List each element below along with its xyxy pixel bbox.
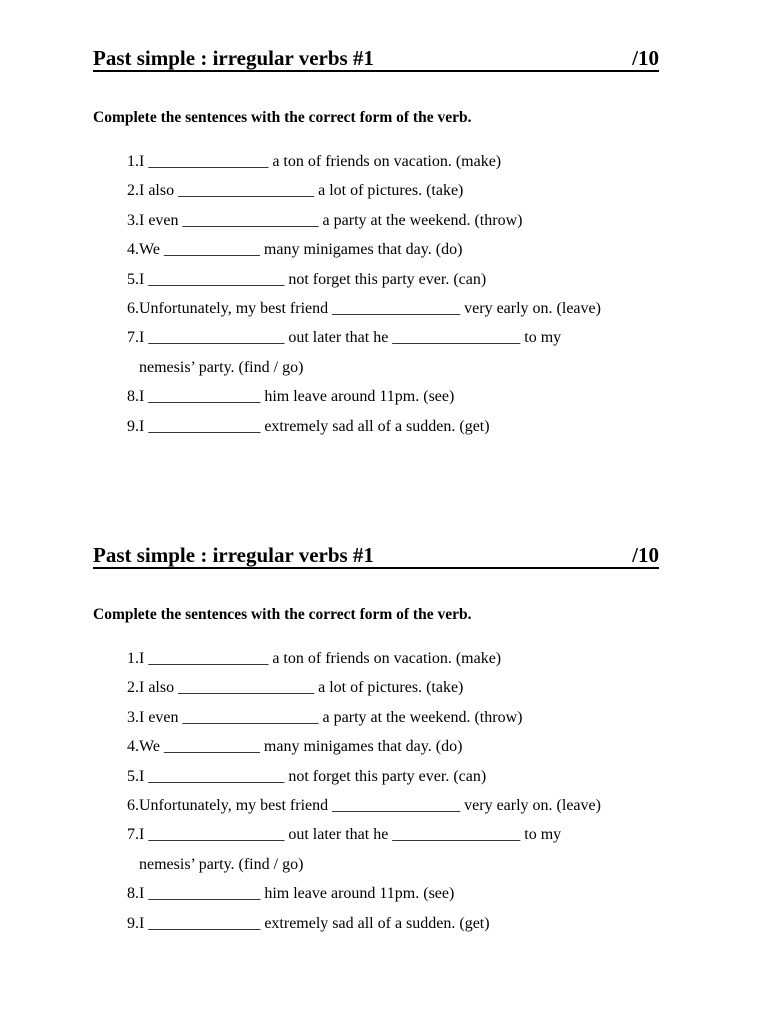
worksheet-2 bbox=[93, 540, 659, 938]
exercise-item bbox=[93, 382, 659, 411]
item-number: 9. bbox=[127, 914, 139, 932]
item-sentence: We ____________ many minigames that day. (do) bbox=[139, 738, 463, 756]
item-sentence: I even _________________ a party at the weekend. (throw) bbox=[139, 211, 523, 229]
exercise-item bbox=[93, 323, 659, 352]
item-sentence: I also _________________ a lot of pictures. (take) bbox=[139, 679, 464, 697]
item-number: 4. bbox=[127, 241, 139, 259]
item-number: 8. bbox=[127, 388, 139, 406]
item-sentence: I _________________ not forget this party ever. (can) bbox=[139, 767, 487, 785]
item-number: 8. bbox=[127, 885, 139, 903]
worksheet-1 bbox=[93, 43, 659, 441]
exercise-item bbox=[93, 820, 659, 849]
exercise-item bbox=[93, 791, 659, 820]
item-number: 1. bbox=[127, 650, 139, 667]
item-number: 7. bbox=[127, 329, 139, 347]
exercise-item bbox=[93, 879, 659, 908]
exercise-item bbox=[93, 909, 659, 938]
exercise-item-continuation bbox=[93, 850, 659, 879]
exercise-list bbox=[93, 147, 659, 441]
item-number: 7. bbox=[127, 826, 139, 844]
exercise-item bbox=[93, 412, 659, 441]
item-number: 2. bbox=[127, 182, 139, 200]
exercise-item bbox=[93, 644, 659, 673]
item-sentence: I _________________ out later that he ________________ to my bbox=[139, 329, 562, 347]
item-sentence: Unfortunately, my best friend ________________ very early on. (leave) bbox=[139, 797, 601, 815]
exercise-item bbox=[93, 235, 659, 264]
exercise-item bbox=[93, 147, 659, 176]
item-number: 3. bbox=[127, 708, 139, 726]
item-sentence-continuation: nemesis’ party. (find / go) bbox=[139, 358, 304, 376]
exercise-list bbox=[93, 644, 659, 938]
instruction-text: Complete the sentences with the correct form of the verb. bbox=[93, 606, 472, 623]
worksheet-title: Past simple : irregular verbs #1 bbox=[93, 543, 374, 567]
exercise-item bbox=[93, 703, 659, 732]
item-number: 6. bbox=[127, 300, 139, 318]
item-number: 2. bbox=[127, 679, 139, 697]
worksheet-title: Past simple : irregular verbs #1 bbox=[93, 46, 374, 70]
item-number: 9. bbox=[127, 417, 139, 435]
item-number: 1. bbox=[127, 153, 139, 170]
item-sentence: I _______________ a ton of friends on vacation. (make) bbox=[139, 153, 502, 170]
item-number: 5. bbox=[127, 767, 139, 785]
item-number: 6. bbox=[127, 797, 139, 815]
item-sentence: I even _________________ a party at the weekend. (throw) bbox=[139, 708, 523, 726]
worksheet-title-row bbox=[93, 540, 659, 569]
item-sentence: Unfortunately, my best friend ________________ very early on. (leave) bbox=[139, 300, 601, 318]
score-label: /10 bbox=[632, 46, 659, 70]
item-number: 5. bbox=[127, 270, 139, 288]
instruction-text: Complete the sentences with the correct form of the verb. bbox=[93, 109, 472, 126]
item-number: 3. bbox=[127, 211, 139, 229]
item-sentence: I ______________ him leave around 11pm. (see) bbox=[139, 885, 455, 903]
exercise-item bbox=[93, 762, 659, 791]
item-sentence: I ______________ extremely sad all of a sudden. (get) bbox=[139, 914, 490, 932]
item-sentence: I _______________ a ton of friends on vacation. (make) bbox=[139, 650, 502, 667]
exercise-item bbox=[93, 673, 659, 702]
item-number: 4. bbox=[127, 738, 139, 756]
exercise-item bbox=[93, 265, 659, 294]
exercise-item-continuation bbox=[93, 353, 659, 382]
item-sentence: I also _________________ a lot of pictures. (take) bbox=[139, 182, 464, 200]
exercise-item bbox=[93, 732, 659, 761]
item-sentence-continuation: nemesis’ party. (find / go) bbox=[139, 855, 304, 873]
score-label: /10 bbox=[632, 543, 659, 567]
item-sentence: I ______________ extremely sad all of a sudden. (get) bbox=[139, 417, 490, 435]
item-sentence: We ____________ many minigames that day. (do) bbox=[139, 241, 463, 259]
item-sentence: I _________________ out later that he ________________ to my bbox=[139, 826, 562, 844]
item-sentence: I ______________ him leave around 11pm. (see) bbox=[139, 388, 455, 406]
exercise-item bbox=[93, 294, 659, 323]
worksheet-title-row bbox=[93, 43, 659, 72]
exercise-item bbox=[93, 176, 659, 205]
item-sentence: I _________________ not forget this party ever. (can) bbox=[139, 270, 487, 288]
exercise-item bbox=[93, 206, 659, 235]
